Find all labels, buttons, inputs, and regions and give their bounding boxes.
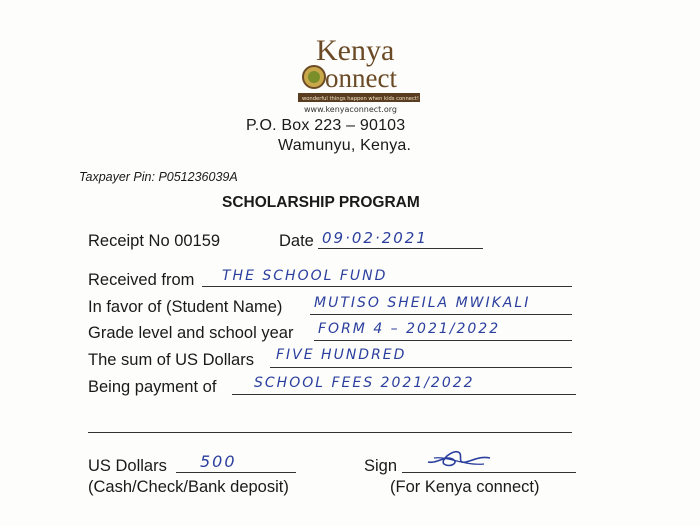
payment-methods: (Cash/Check/Bank deposit) <box>88 478 289 496</box>
received-from-value: THE SCHOOL FUND <box>222 268 388 284</box>
signature-graphic <box>424 444 496 472</box>
kenya-connect-logo <box>292 30 422 116</box>
receipt-number: Receipt No 00159 <box>88 232 221 250</box>
sign-underline <box>402 472 576 473</box>
po-box: P.O. Box 223 – 90103 <box>246 117 406 134</box>
date-value: 09·02·2021 <box>322 229 428 247</box>
sign-label: Sign <box>364 457 398 475</box>
svg-text:Kenya: Kenya <box>316 34 395 67</box>
student-name-line <box>310 314 572 315</box>
usd-value: 500 <box>200 452 237 471</box>
payment-of-line <box>232 394 576 395</box>
sum-usd-line <box>270 367 572 368</box>
sum-usd-value: FIVE HUNDRED <box>276 347 407 363</box>
received-from-line <box>202 286 572 287</box>
payment-of-value: SCHOOL FEES 2021/2022 <box>254 375 475 391</box>
logo-graphic <box>292 30 422 116</box>
date-label: Date <box>279 232 314 250</box>
grade-level-line <box>314 340 572 341</box>
student-name-value: MUTISO SHEILA MWIKALI <box>314 295 531 311</box>
taxpayer-pin: Taxpayer Pin: P051236039A <box>79 170 238 184</box>
svg-text:wonderful things happen when k: wonderful things happen when kids connect! <box>302 96 419 102</box>
for-kenya-connect: (For Kenya connect) <box>390 478 540 496</box>
sum-usd-label: The sum of US Dollars <box>88 351 254 369</box>
student-name-label: In favor of (Student Name) <box>88 298 283 316</box>
page-title: SCHOLARSHIP PROGRAM <box>222 194 420 211</box>
payment-of-label: Being payment of <box>88 378 217 396</box>
usd-underline <box>176 472 296 473</box>
town: Wamunyu, Kenya. <box>278 137 412 154</box>
date-underline <box>318 248 483 249</box>
usd-label: US Dollars <box>88 457 167 475</box>
svg-text:onnect: onnect <box>325 63 397 93</box>
blank-line <box>88 432 572 433</box>
received-from-label: Received from <box>88 271 195 289</box>
grade-level-value: FORM 4 – 2021/2022 <box>318 321 501 337</box>
grade-level-label: Grade level and school year <box>88 324 294 342</box>
svg-text:www.kenyaconnect.org: www.kenyaconnect.org <box>304 105 397 114</box>
